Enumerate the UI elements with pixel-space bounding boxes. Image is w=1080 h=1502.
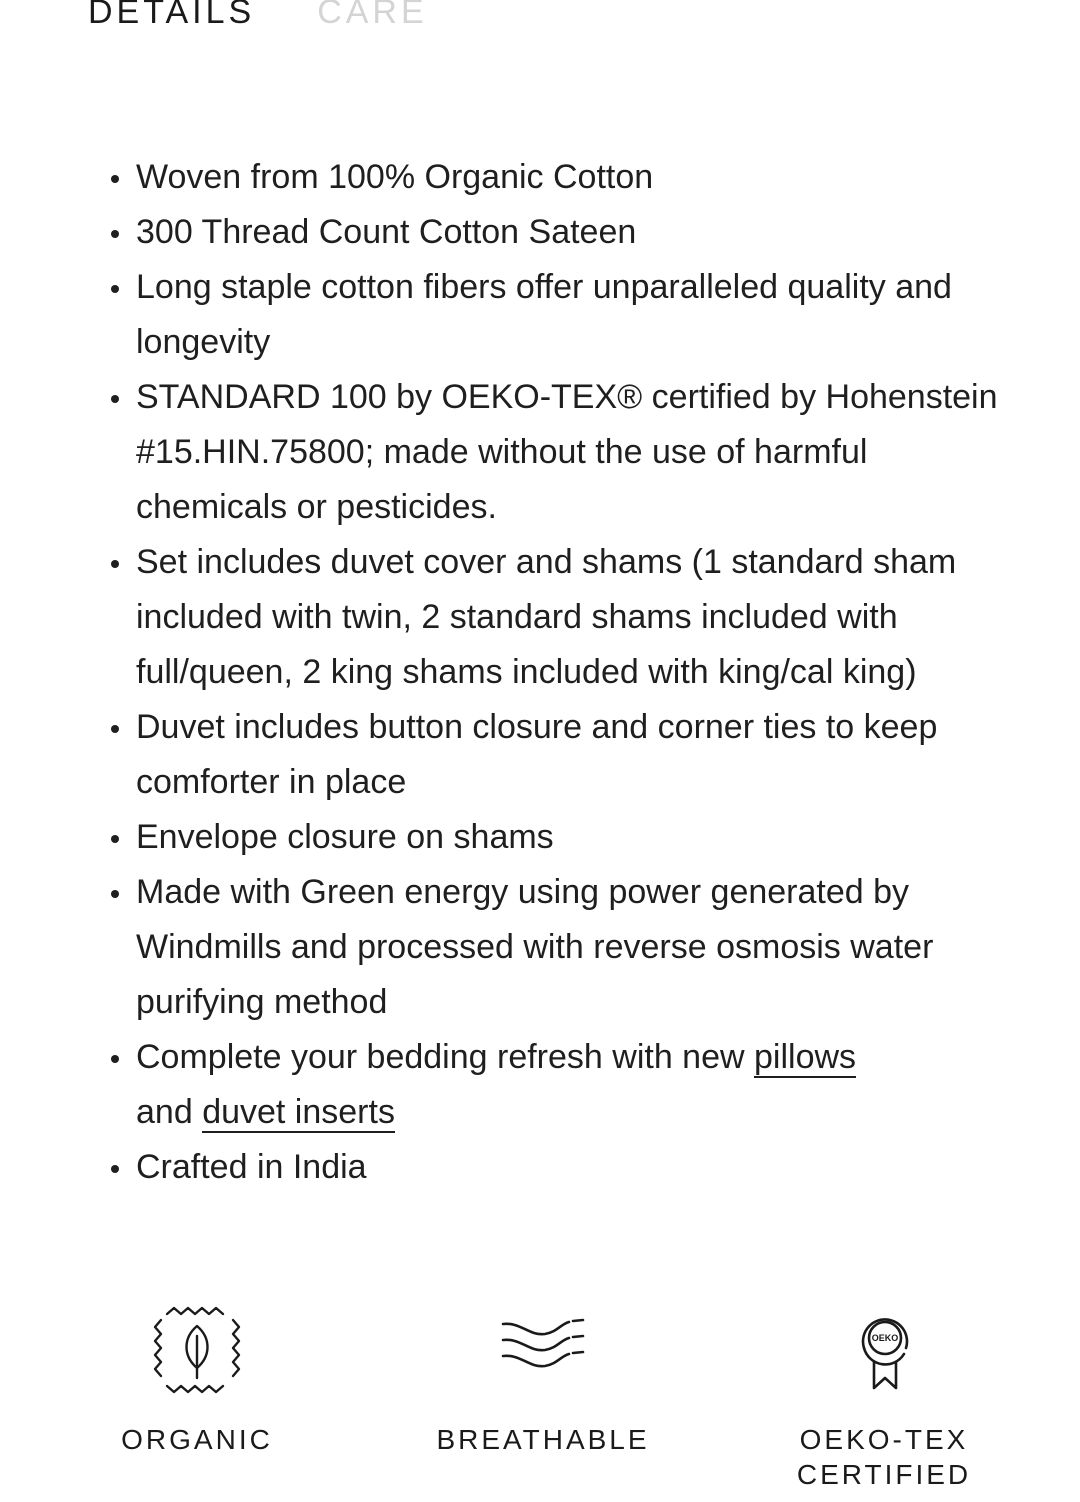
feature-label: OEKO-TEX CERTIFIED [796, 1424, 972, 1490]
breathable-waves-icon [493, 1300, 593, 1400]
list-item: STANDARD 100 by OEKO-TEX® certified by Hohenstein #15.HIN.75800; made without the use of harmful chemicals or pesticides. [136, 370, 1016, 535]
feature-label: ORGANIC [121, 1424, 273, 1455]
oeko-badge-text: OEKO [871, 1333, 899, 1343]
bedding-prefix: Complete your bedding refresh with new [136, 1038, 754, 1076]
details-list [136, 150, 1016, 1195]
tab-details[interactable]: DETAILS [88, 0, 256, 31]
feature-label: BREATHABLE [436, 1424, 650, 1455]
feature-badges [0, 1300, 1080, 1500]
list-item: Woven from 100% Organic Cotton [136, 150, 1016, 205]
list-item: Crafted in India [136, 1140, 1016, 1195]
list-item: 300 Thread Count Cotton Sateen [136, 205, 1016, 260]
pillows-link[interactable]: pillows [754, 1038, 857, 1076]
feature-oeko-tex [754, 1300, 1014, 1492]
duvet-inserts-link[interactable]: duvet inserts [202, 1093, 395, 1131]
list-item: Duvet includes button closure and corner ties to keep comforter in place [136, 700, 1016, 810]
list-item-bedding-refresh [136, 1030, 1016, 1140]
product-info-tabs [88, 0, 428, 34]
list-item: Made with Green energy using power generated by Windmills and processed with reverse osmosis water purifying method [136, 865, 1016, 1030]
tab-care[interactable]: CARE [317, 0, 428, 31]
feature-organic [67, 1300, 327, 1457]
bedding-middle: and [136, 1093, 203, 1131]
list-item: Envelope closure on shams [136, 810, 1016, 865]
list-item: Long staple cotton fibers offer unparalleled quality and longevity [136, 260, 1016, 370]
list-item: Set includes duvet cover and shams (1 standard sham included with twin, 2 standard shams included with full/queen, 2 king shams included with king/cal king) [136, 535, 1016, 700]
feature-breathable [413, 1300, 673, 1457]
organic-leaf-icon [147, 1300, 247, 1400]
oeko-tex-badge-icon [834, 1300, 934, 1400]
